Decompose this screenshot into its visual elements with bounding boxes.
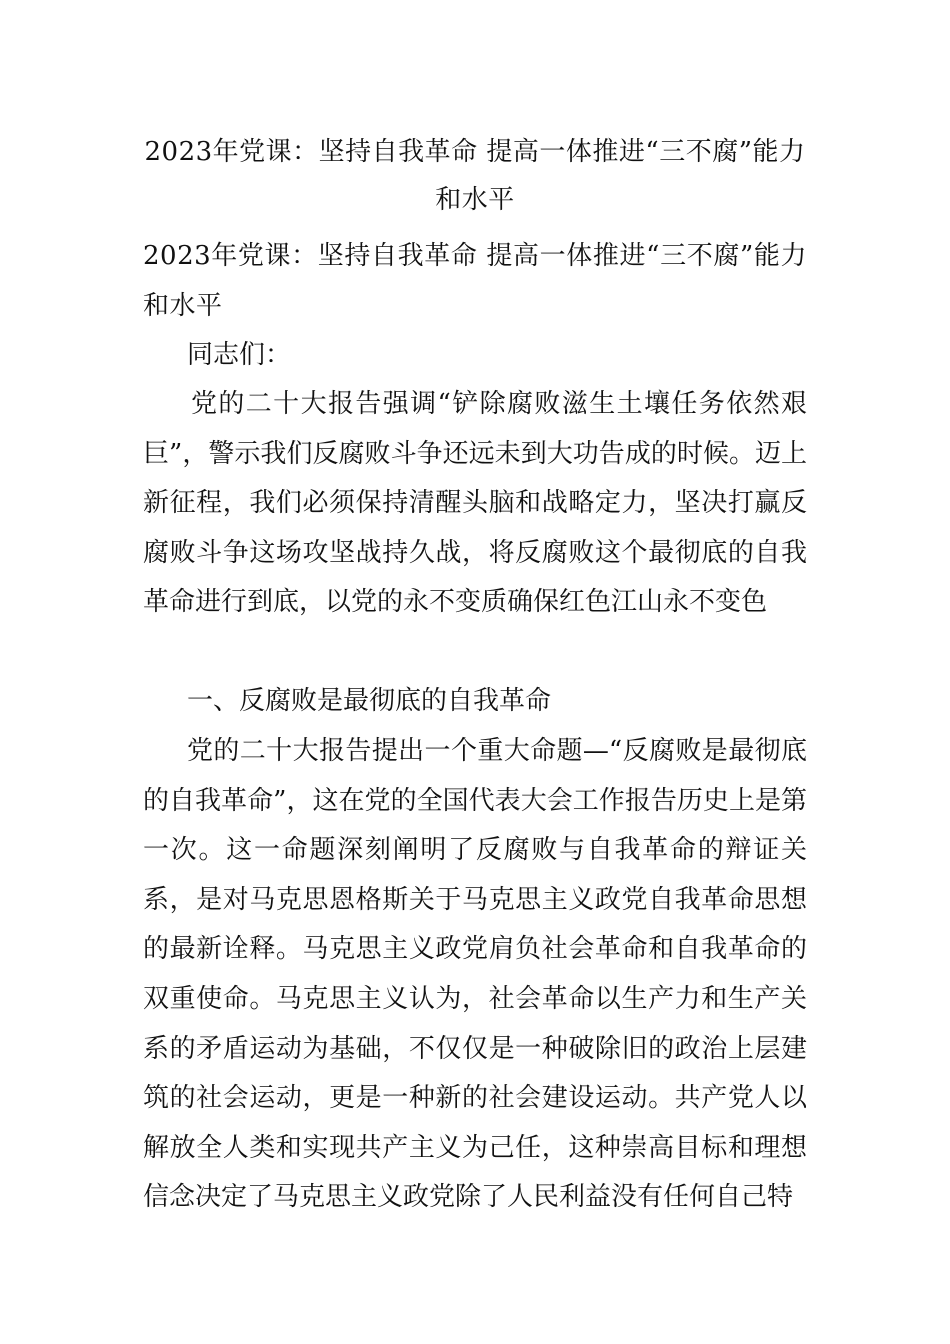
section-heading-1: 一、反腐败是最彻底的自我革命 bbox=[187, 686, 552, 716]
paragraph-intro: 党的二十大报告强调“铲除腐败滋生土壤任务依然艰巨”，警示我们反腐败斗争还远未到大功告成的时候。迈上新征程，我们必须保持清醒头脑和战略定力，坚决打赢反腐败斗争这场攻坚战持久战，将反腐败这个最彻底的自我革命进行到底，以党的永不变质确保红色江山永不变色 bbox=[143, 389, 807, 618]
greeting: 同志们： bbox=[187, 340, 292, 370]
document-title: 2023年党课：坚持自我革命 提高一体推进“三不腐”能力和水平 bbox=[144, 137, 806, 215]
paragraph-section-1: 党的二十大报告提出一个重大命题—“反腐败是最彻底的自我革命”，这在党的全国代表大会工作报告历史上是第一次。这一命题深刻阐明了反腐败与自我革命的辩证关系，是对马克思恩格斯关于马克思主义政党自我革命思想的最新诠释。马克思主义政党肩负社会革命和自我革命的双重使命。马克思主义认为，社会革命以生产力和生产关系的矛盾运动为基础，不仅仅是一种破除旧的政治上层建筑的社会运动，更是一种新的社会建设运动。共产党人以解放全人类和实现共产主义为己任，这种崇高目标和理想信念决定了马克思主义政党除了人民利益没有任何自己特 bbox=[143, 736, 807, 1213]
document-subtitle: 2023年党课：坚持自我革命 提高一体推进“三不腐”能力和水平 bbox=[143, 241, 807, 321]
